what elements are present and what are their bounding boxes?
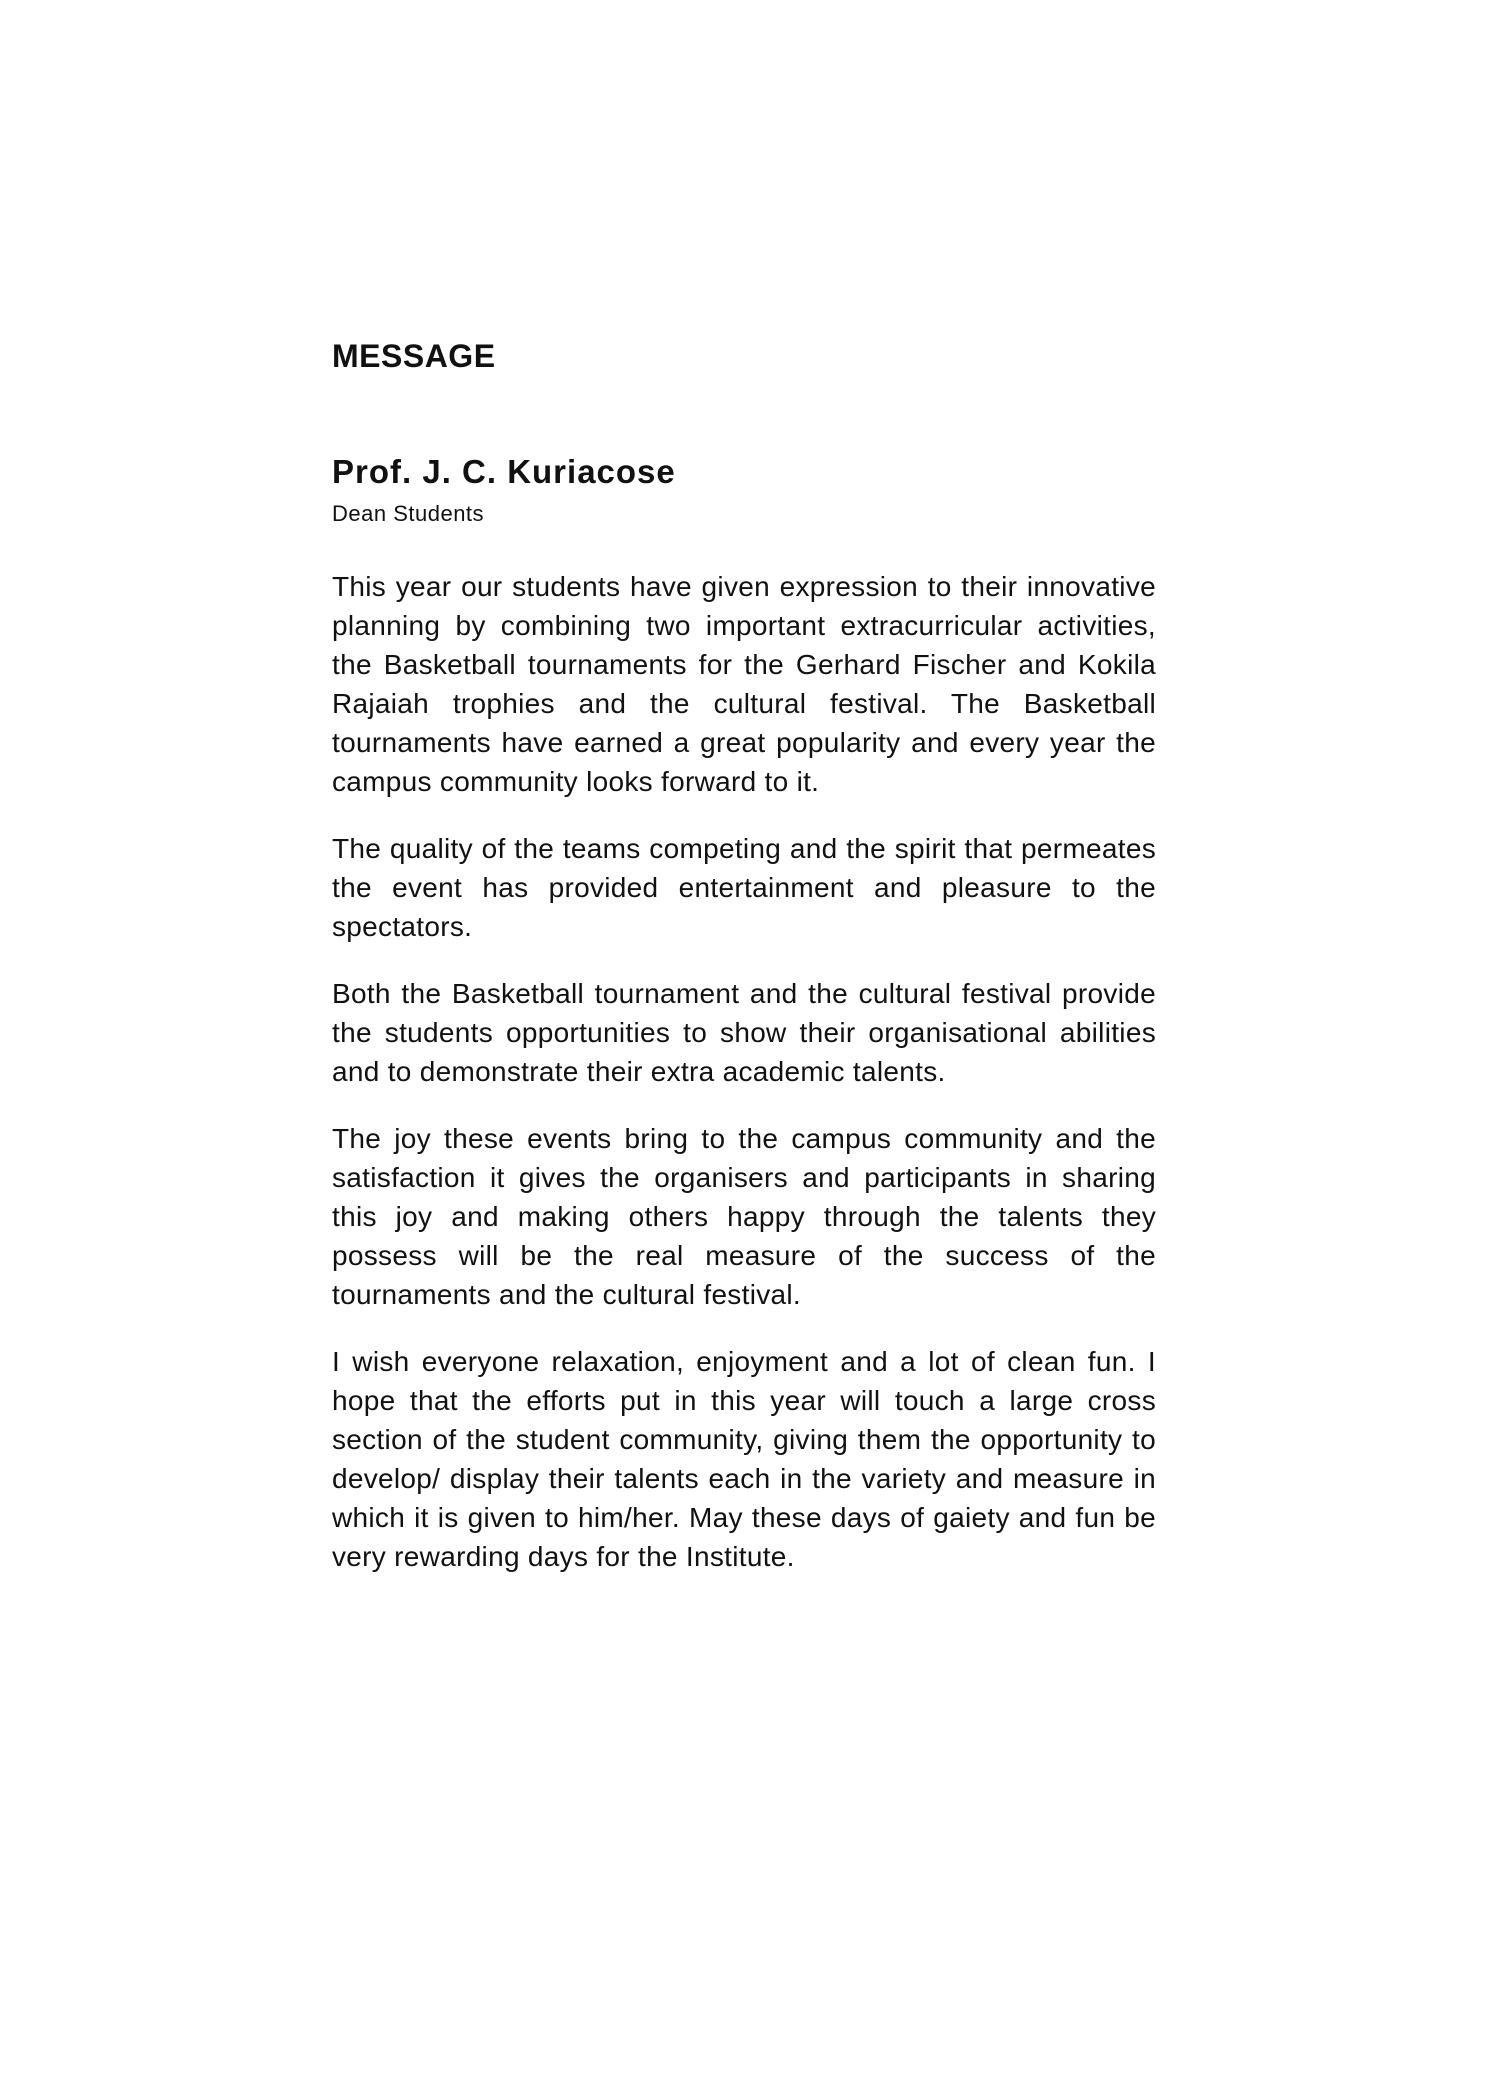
paragraph: The quality of the teams competing and the spirit that permeates the event has provided entertainment and pleasure to the spectators.	[332, 833, 1156, 942]
author-title: Dean Students	[332, 501, 485, 526]
paragraph: Both the Basketball tournament and the cultural festival provide the students opportunities to show their organisational abilities and to demonstrate their extra academic talents.	[332, 978, 1156, 1087]
page-title: MESSAGE	[332, 338, 496, 374]
author-block	[332, 453, 1156, 527]
paragraph: I wish everyone relaxation, enjoyment and a lot of clean fun. I hope that the efforts put in this year will touch a large cross section of the student community, giving them the opportunity to develop/ display their talents each in the variety and measure in which it is given to him/her. May these days of gaiety and fun be very rewarding days for the Institute.	[332, 1346, 1156, 1572]
paragraph: This year our students have given expression to their innovative planning by combining two important extracurricular activities, the Basketball tournaments for the Gerhard Fischer and Kokila Rajaiah trophies and the cultural festival. The Basketball tournaments have earned a great popularity and every year the campus community looks forward to it.	[332, 571, 1156, 797]
message-page	[332, 338, 1156, 1604]
message-body	[332, 567, 1156, 1576]
author-name: Prof. J. C. Kuriacose	[332, 453, 676, 490]
paragraph: The joy these events bring to the campus community and the satisfaction it gives the organisers and participants in sharing this joy and making others happy through the talents they possess will be the real measure of the success of the tournaments and the cultural festival.	[332, 1123, 1156, 1310]
